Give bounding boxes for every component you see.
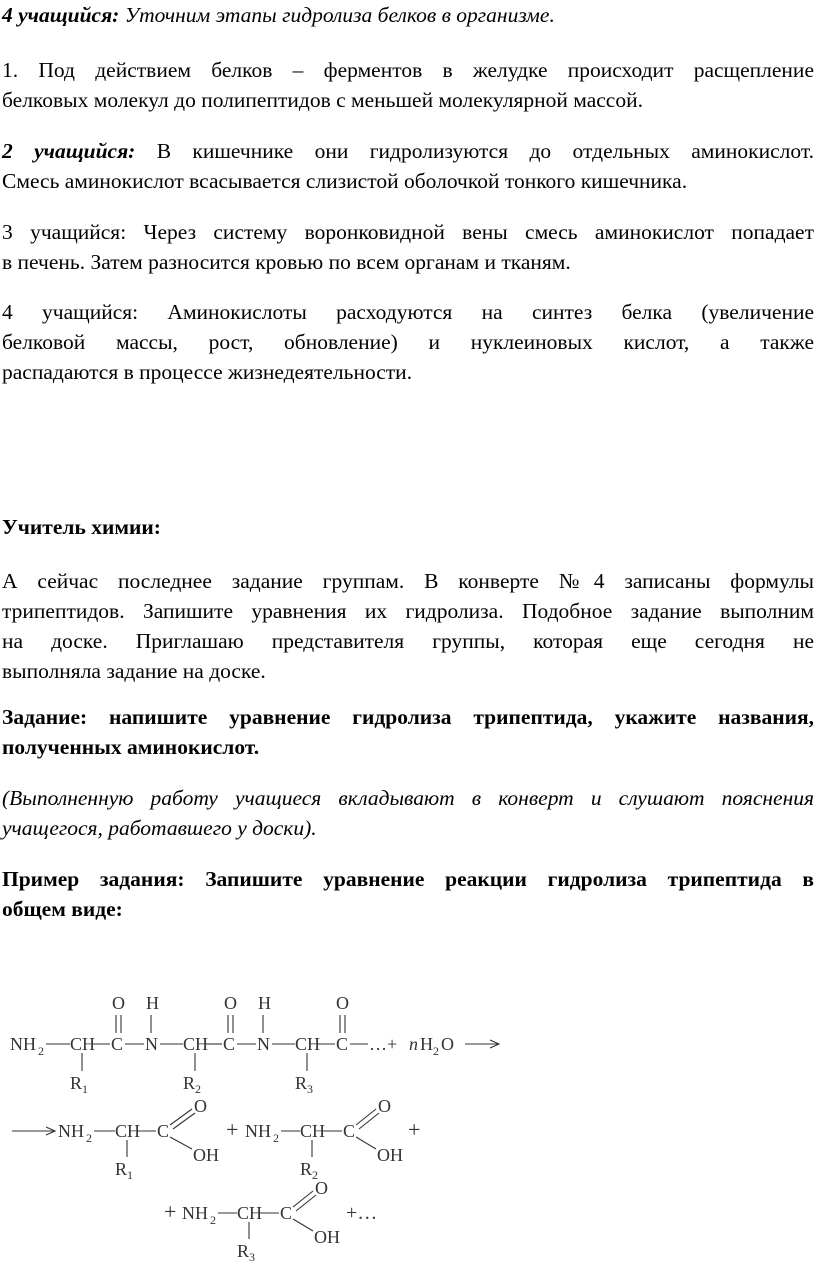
text-line: выполняла задание на доске.	[2, 659, 266, 683]
paragraph-text: Уточним этапы гидролиза белков в организме.	[119, 3, 555, 27]
atom-label: OH	[314, 1227, 340, 1247]
text-line: на доске. Приглашаю представителя группы, которая еще сегодня не	[2, 629, 814, 653]
radical-label: R	[183, 1073, 196, 1093]
subscript: 2	[38, 1044, 44, 1058]
atom-label: NH	[245, 1121, 271, 1141]
text-line: распадаются в процессе жизнедеятельности.	[2, 360, 413, 384]
atom-label: OH	[377, 1145, 403, 1165]
speaker-label: 4 учащийся:	[2, 3, 120, 27]
atom-label: O	[441, 1034, 454, 1054]
subscript: 2	[312, 1168, 318, 1182]
paragraph-student-4-intro	[2, 0, 814, 30]
radical-label: R	[70, 1073, 83, 1093]
subscript: 2	[210, 1213, 216, 1227]
plus-sign: +	[408, 1117, 421, 1142]
subscript: 1	[82, 1082, 88, 1096]
atom-label: H	[420, 1034, 433, 1054]
plus-sign: +	[226, 1117, 239, 1142]
example-statement	[2, 864, 814, 924]
atom-label: H	[258, 993, 271, 1013]
atom-label: O	[315, 1178, 328, 1198]
speaker-label: 2 учащийся:	[2, 139, 136, 163]
atom-label: C	[343, 1121, 356, 1141]
atom-label: C	[336, 1034, 349, 1054]
task-statement	[2, 702, 814, 762]
atom-label: C	[223, 1034, 236, 1054]
text-line: белковой массы, рост, обновление) и нуклеиновых кислот, а также	[2, 330, 814, 354]
hydrolysis-equation	[0, 985, 816, 1269]
text-line: 4 учащийся: Аминокислоты расходуются на синтез белка (увеличение	[2, 300, 814, 324]
atom-label: CH	[115, 1121, 141, 1141]
tripeptide-formula	[10, 993, 499, 1096]
atom-label: CH	[183, 1034, 209, 1054]
atom-label: O	[194, 1096, 207, 1116]
subscript: 1	[127, 1168, 133, 1182]
atom-label: NH	[182, 1203, 208, 1223]
text-line	[2, 136, 814, 166]
text-line: 1. Под действием белков – ферментов в желудке происходит расщепление	[2, 58, 814, 82]
text-line: трипептидов. Запишите уравнения их гидролиза. Подобное задание выполним	[2, 599, 814, 623]
atom-label: CH	[295, 1034, 321, 1054]
paragraph-liver	[2, 217, 814, 277]
atom-label: N	[257, 1034, 270, 1054]
paragraph-note	[2, 783, 814, 843]
atom-label: OH	[193, 1145, 219, 1165]
radical-label: R	[237, 1241, 250, 1261]
subscript: 3	[307, 1082, 313, 1096]
coefficient: n	[409, 1034, 418, 1054]
product-amino-acids-1-2	[12, 1096, 420, 1182]
subscript: 2	[273, 1131, 279, 1145]
text-segment: В кишечнике они гидролизуются до отдельных аминокислот.	[135, 139, 814, 163]
atom-label: C	[157, 1121, 170, 1141]
atom-label: CH	[237, 1203, 263, 1223]
text-line: белковых молекул до полипептидов с меньшей молекулярной массой.	[2, 88, 643, 112]
paragraph-stomach	[2, 55, 814, 115]
plus-ellipsis: +…	[346, 1202, 378, 1224]
radical-label: R	[295, 1073, 308, 1093]
product-amino-acid-3	[164, 1178, 377, 1264]
paragraph-teacher-task	[2, 566, 814, 686]
ellipsis-plus: …+	[369, 1034, 398, 1054]
atom-label: NH	[10, 1034, 36, 1054]
atom-label: N	[145, 1034, 158, 1054]
atom-label: O	[112, 993, 125, 1013]
atom-label: O	[224, 993, 237, 1013]
atom-label: CH	[70, 1034, 96, 1054]
text-line: (Выполненную работу учащиеся вкладывают в конверт и слушают пояснения	[2, 786, 814, 810]
text-line: 3 учащийся: Через систему воронковидной вены смесь аминокислот попадает	[2, 220, 814, 244]
radical-label: R	[115, 1159, 128, 1179]
teacher-heading: Учитель химии:	[2, 515, 161, 539]
paragraph-amino-acids-use	[2, 297, 814, 387]
text-line: Задание: напишите уравнение гидролиза трипептида, укажите названия,	[2, 705, 814, 729]
subscript: 2	[195, 1082, 201, 1096]
text-line: в печень. Затем разносится кровью по всем органам и тканям.	[2, 250, 571, 274]
atom-label: O	[378, 1096, 391, 1116]
atom-label: C	[111, 1034, 124, 1054]
atom-label: C	[280, 1203, 293, 1223]
text-line: Пример задания: Запишите уравнение реакции гидролиза трипептида в	[2, 867, 814, 891]
atom-label: NH	[58, 1121, 84, 1141]
subscript: 2	[433, 1044, 439, 1058]
text-line: А сейчас последнее задание группам. В конверте №4 записаны формулы	[2, 569, 814, 593]
atom-label: O	[336, 993, 349, 1013]
text-line: учащегося, работавшего у доски).	[2, 816, 317, 840]
text-line: Смесь аминокислот всасывается слизистой оболочкой тонкого кишечника.	[2, 169, 688, 193]
subscript: 3	[249, 1250, 255, 1264]
radical-label: R	[300, 1159, 313, 1179]
text-line: полученных аминокислот.	[2, 735, 260, 759]
subscript: 2	[86, 1131, 92, 1145]
atom-label: H	[146, 993, 159, 1013]
atom-label: CH	[300, 1121, 326, 1141]
paragraph-intestine	[2, 136, 814, 196]
plus-sign: +	[164, 1199, 177, 1224]
text-line: общем виде:	[2, 897, 123, 921]
